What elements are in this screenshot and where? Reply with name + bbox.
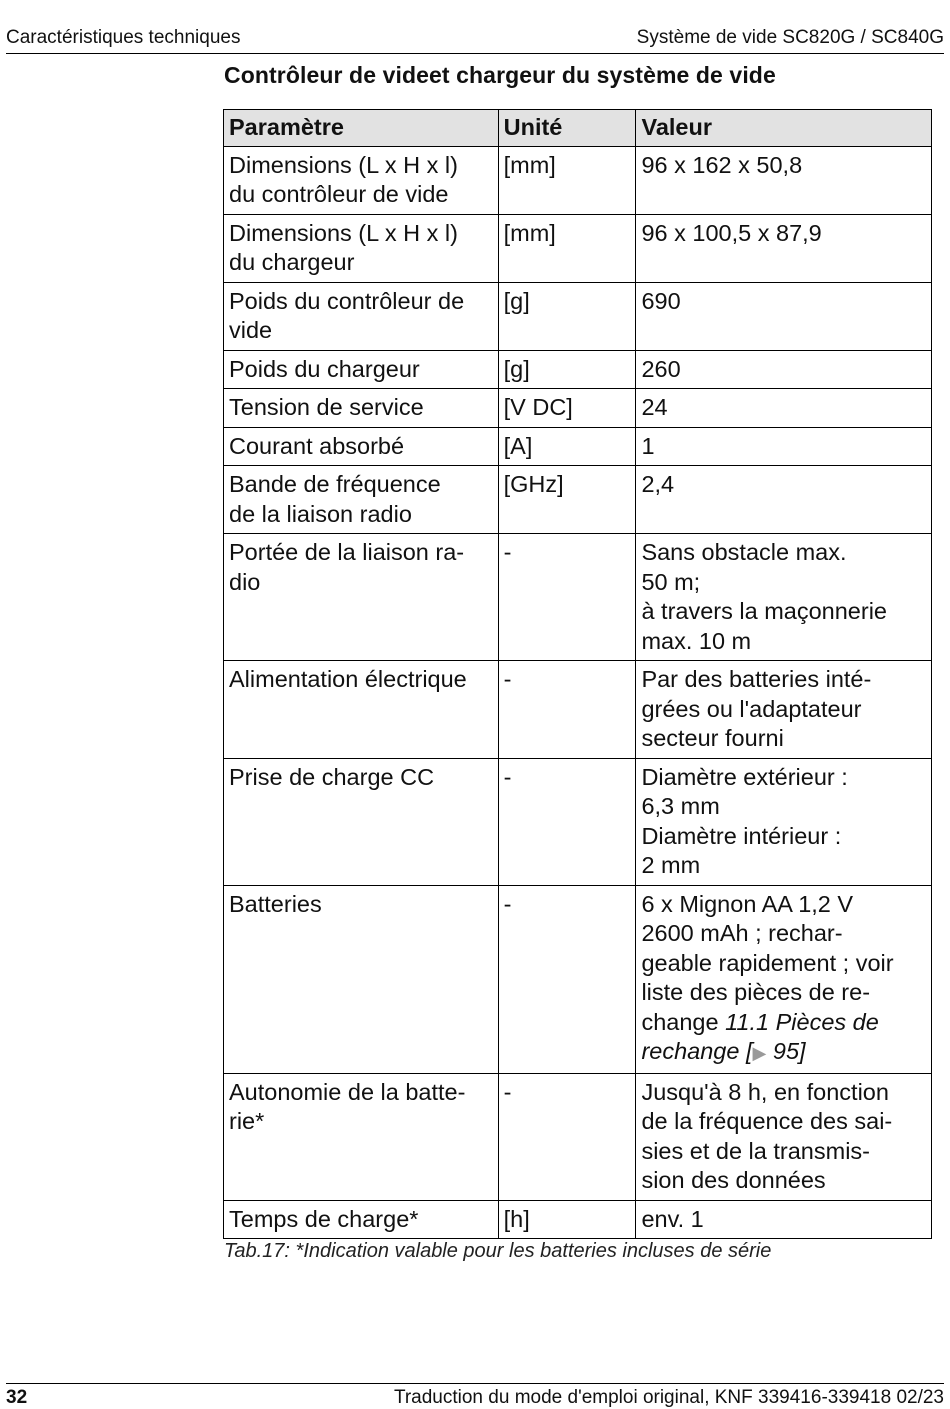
cell-parameter <box>224 389 499 428</box>
cell-value <box>636 214 932 282</box>
table-row <box>224 758 932 885</box>
parameter-text: Courant absorbé <box>229 432 405 459</box>
cell-parameter <box>224 758 499 885</box>
header-product-title: Système de vide SC820G / SC840G <box>636 27 944 48</box>
cell-value <box>636 466 932 534</box>
cell-unit: - <box>498 534 636 661</box>
parameter-text: Bande de fréquence de la liaison radio <box>229 471 441 527</box>
parameter-text: Poids du contrôleur de vide <box>229 287 465 343</box>
cell-unit: - <box>498 661 636 759</box>
value-text: 96 x 100,5 x 87,9 <box>641 219 822 246</box>
parameter-text: Prise de charge CC <box>229 763 435 790</box>
value-text: 2,4 <box>641 471 675 497</box>
table-row <box>224 534 932 661</box>
cell-value <box>636 1073 932 1200</box>
page-header <box>6 26 944 54</box>
cell-parameter <box>224 214 499 282</box>
cell-parameter <box>224 1073 499 1200</box>
cell-parameter <box>224 661 499 759</box>
cell-value <box>636 282 932 350</box>
parameter-text: Portée de la liaison ra- dio <box>229 539 465 595</box>
cell-unit: - <box>498 885 636 1073</box>
cell-value <box>636 389 932 428</box>
cell-value <box>636 534 932 661</box>
table-row <box>224 661 932 759</box>
column-header-unit: Unité <box>498 110 636 147</box>
value-text: Sans obstacle max. 50 m; à travers la maçonnerie max. 10 m <box>641 539 887 654</box>
cell-parameter <box>224 534 499 661</box>
table-row <box>224 1200 932 1239</box>
cell-unit: [mm] <box>498 214 636 282</box>
cell-unit: [A] <box>498 427 636 466</box>
cell-unit: [g] <box>498 282 636 350</box>
cell-parameter <box>224 885 499 1073</box>
cell-parameter <box>224 466 499 534</box>
header-section-title: Caractéristiques techniques <box>6 27 241 48</box>
value-text: 24 <box>641 394 668 420</box>
column-header-parameter: Paramètre <box>224 110 499 147</box>
parameter-text: Poids du chargeur <box>229 355 420 382</box>
table-row <box>224 146 932 214</box>
cell-parameter <box>224 350 499 389</box>
cell-parameter <box>224 427 499 466</box>
parameter-text: Temps de charge* <box>229 1205 419 1232</box>
cell-unit: [V DC] <box>498 389 636 428</box>
table-row <box>224 885 932 1073</box>
parameter-text: Batteries <box>229 890 322 917</box>
table-row <box>224 282 932 350</box>
parameter-text: Alimentation électrique <box>229 666 467 692</box>
value-text: 1 <box>641 432 655 459</box>
cell-value <box>636 146 932 214</box>
column-header-value: Valeur <box>636 110 932 147</box>
cell-parameter <box>224 282 499 350</box>
table-row <box>224 389 932 428</box>
parameter-text: Dimensions (L x H x l) du chargeur <box>229 219 458 275</box>
cell-unit: [h] <box>498 1200 636 1239</box>
parameter-text: Dimensions (L x H x l) du contrôleur de vide <box>229 151 458 207</box>
cell-value <box>636 1200 932 1239</box>
page-reference-arrow-icon: ▶ <box>752 1043 767 1063</box>
value-text: Par des batteries inté- grées ou l'adaptateur secteur fourni <box>641 666 872 751</box>
table-row <box>224 214 932 282</box>
parameter-text: Tension de service <box>229 394 424 420</box>
spare-parts-link-page: 95] <box>766 1038 806 1064</box>
table-row <box>224 350 932 389</box>
value-text: 6 x Mignon AA 1,2 V 2600 mAh ; rechar- geable rapidement ; voir liste des pièces de re- change <box>641 890 894 1035</box>
spare-parts-link-text: 11.1 Pièces de rechange [ <box>641 1008 879 1064</box>
cell-parameter <box>224 146 499 214</box>
cell-value <box>636 427 932 466</box>
table-row <box>224 466 932 534</box>
cell-unit: - <box>498 758 636 885</box>
cell-value <box>636 350 932 389</box>
table-caption: Tab.17: *Indication valable pour les batteries incluses de série <box>224 1240 772 1262</box>
cell-unit: [g] <box>498 350 636 389</box>
section-title: Contrôleur de videet chargeur du système de vide <box>224 62 776 88</box>
cell-value <box>636 758 932 885</box>
footer-document-reference: Traduction du mode d'emploi original, KNF 339416-339418 02/23 <box>393 1387 944 1408</box>
cell-unit: [GHz] <box>498 466 636 534</box>
cell-parameter <box>224 1200 499 1239</box>
value-text: 260 <box>641 355 681 382</box>
value-text: 96 x 162 x 50,8 <box>641 151 803 178</box>
table-row <box>224 427 932 466</box>
table-row <box>224 1073 932 1200</box>
cell-value <box>636 661 932 759</box>
page-footer <box>6 1383 944 1409</box>
cell-unit: [mm] <box>498 146 636 214</box>
page-number: 32 <box>6 1387 28 1408</box>
cell-unit: - <box>498 1073 636 1200</box>
cell-value <box>636 885 932 1073</box>
value-text: 690 <box>641 287 681 314</box>
specifications-table <box>223 109 932 1239</box>
table-header-row <box>224 110 932 147</box>
value-text: Jusqu'à 8 h, en fonction de la fréquence des sai- sies et de la transmis- sion des données <box>641 1078 893 1193</box>
parameter-text: Autonomie de la batte- rie* <box>229 1078 466 1134</box>
value-text: Diamètre extérieur : 6,3 mm Diamètre intérieur : 2 mm <box>641 763 848 878</box>
value-text: env. 1 <box>641 1205 704 1232</box>
